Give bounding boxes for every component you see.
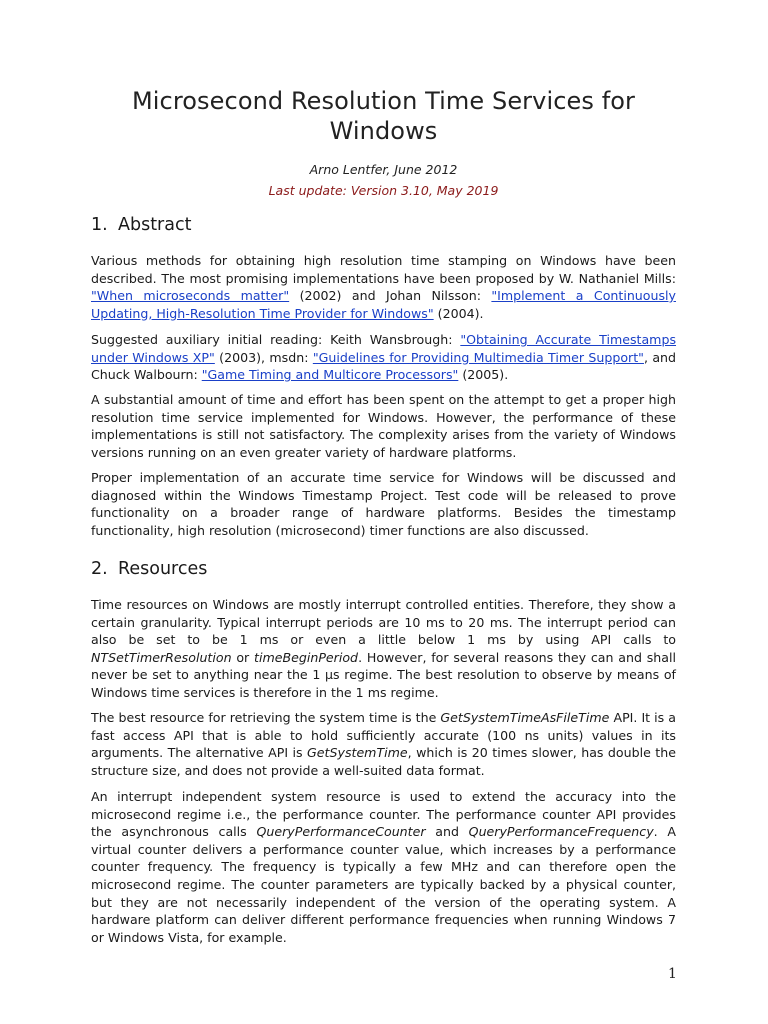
- text-run: . However, for several reasons they can and shall never be set to anything near the 1 µs regime. The best resolution to observe by means of Windows time services is therefore in the 1 ms regime.: [91, 649, 677, 700]
- resources-paragraph-3: [91, 788, 676, 946]
- api-name: NTSetTimerResolution: [91, 649, 232, 665]
- api-name: GetSystemTime: [307, 745, 408, 761]
- abstract-paragraph-1: [91, 252, 676, 322]
- text-run: , and Chuck Walbourn:: [91, 349, 677, 383]
- text-run: The best resource for retrieving the system time is the: [91, 710, 441, 725]
- text-run: (2002) and Johan Nilsson:: [289, 288, 492, 304]
- link-when-microseconds-matter[interactable]: "When microseconds matter": [91, 288, 290, 304]
- link-implement-time-provider[interactable]: "Implement a Continuously Updating, High-Resolution Time Provider for Windows": [91, 288, 676, 321]
- abstract-paragraph-3: A substantial amount of time and effort has been spent on the attempt to get a proper high resolution time service implemented for Windows. However, the performance of these implementations is still not satisfactory. The complexity arises from the variety of Windows versions running on an even greater variety of hardware platforms.: [91, 392, 676, 460]
- text-run: or: [231, 649, 255, 665]
- section-number: 2.: [91, 559, 108, 579]
- text-run: (2005).: [458, 367, 509, 383]
- resources-paragraph-1: [91, 596, 676, 702]
- resources-paragraph-2: [91, 709, 676, 779]
- section-title: Abstract: [118, 215, 192, 235]
- text-run: API. It is a fast access API that is able to hold sufficiently accurate (100 ns units) values in its arguments. The alternative API is: [91, 710, 676, 761]
- api-name: QueryPerformanceFrequency: [468, 824, 654, 840]
- text-run: An interrupt independent system resource is used to extend the accuracy into the microsecond regime i.e., the performance counter. The performance counter API provides the asynchronous calls: [91, 789, 676, 840]
- section-number: 1.: [91, 215, 108, 235]
- text-run: (2003), msdn:: [214, 349, 313, 365]
- api-name: QueryPerformanceCounter: [256, 824, 426, 840]
- text-run: Time resources on Windows are mostly interrupt controlled entities. Therefore, they show a certain granularity. Typical interrupt periods are 10 ms to 20 ms. The interrupt period can also be set to be 1 ms or even a little below 1 ms by using API calls to: [91, 597, 676, 648]
- abstract-paragraph-4: Proper implementation of an accurate time service for Windows will be discussed and diagnosed within the Windows Timestamp Project. Test code will be released to prove functionality on a broader range of hardware platforms. Besides the timestamp functionality, high resolution (microsecond) timer functions are also discussed.: [91, 470, 676, 538]
- author-line: Arno Lentfer, June 2012: [309, 162, 458, 177]
- last-update-line: Last update: Version 3.10, May 2019: [268, 183, 499, 198]
- text-run: Suggested auxiliary initial reading: Keith Wansbrough:: [91, 332, 461, 347]
- section-heading-abstract: [91, 215, 191, 235]
- section-heading-resources: [91, 559, 207, 579]
- abstract-paragraph-2: [91, 331, 676, 384]
- text-run: . A virtual counter delivers a performance counter value, which increases by a performance counter frequency. The frequency is typically a few MHz and can therefore open the microsecond regime. The counter parameters are typically backed by a physical counter, but they are not necessarily independent of the version of the operating system. A hardware platform can deliver different performance frequencies when running Windows 7 or Windows Vista, for example.: [91, 824, 676, 945]
- api-name: timeBeginPeriod: [254, 649, 359, 665]
- link-game-timing-multicore[interactable]: "Game Timing and Multicore Processors": [201, 367, 459, 383]
- link-obtaining-accurate-timestamps[interactable]: "Obtaining Accurate Timestamps under Windows XP": [91, 332, 677, 365]
- text-run: and: [425, 824, 469, 840]
- page-title: Microsecond Resolution Time Services for Windows: [131, 87, 636, 145]
- text-run: Various methods for obtaining high resolution time stamping on Windows have been described. The most promising implementations have been proposed by W. Nathaniel Mills:: [91, 253, 676, 286]
- text-run: (2004).: [433, 305, 484, 321]
- section-title: Resources: [118, 559, 208, 579]
- page-number: 1: [668, 966, 677, 982]
- link-multimedia-timer-guidelines[interactable]: "Guidelines for Providing Multimedia Timer Support": [312, 349, 644, 365]
- api-name: GetSystemTimeAsFileTime: [440, 710, 610, 725]
- text-run: , which is 20 times slower, has double the structure size, and does not provide a well-suited data format.: [91, 745, 676, 778]
